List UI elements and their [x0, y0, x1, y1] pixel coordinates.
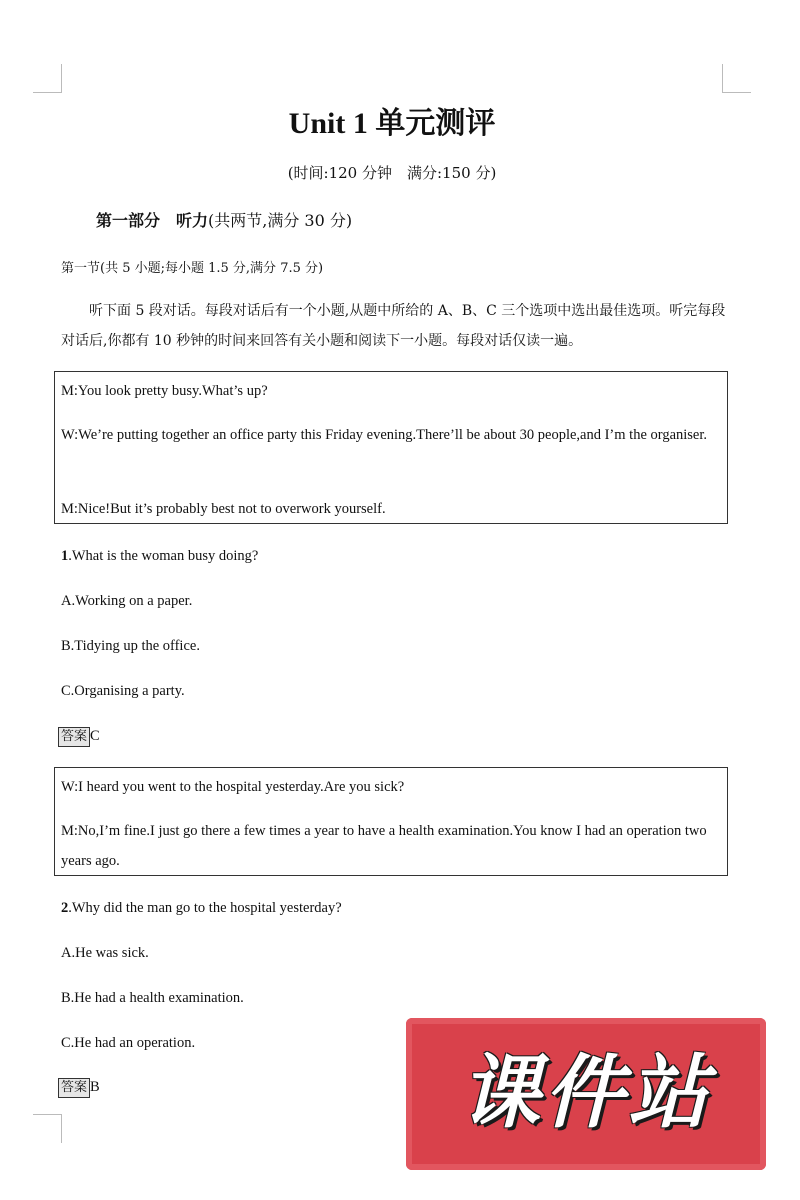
question-2: [61, 900, 342, 917]
page-title: Unit 1 单元测评: [288, 107, 496, 140]
dialogue-line: M:Nice!But it’s probably best not to overwork yourself.: [61, 501, 386, 517]
part-heading: [96, 208, 352, 231]
answer-value: B: [90, 1079, 100, 1095]
option-b: B.Tidying up the office.: [61, 638, 200, 654]
crop-mark-top-left: [33, 64, 62, 93]
answer-value: C: [90, 728, 100, 744]
question-text: .What is the woman busy doing?: [68, 548, 259, 564]
watermark-text: 课件站: [460, 1046, 712, 1139]
dialogue-line: M:No,I’m fine.I just go there a few times a year to have a health examination.You know I had an operation two years ago.: [61, 823, 707, 869]
option-c: C.He had an operation.: [61, 1035, 196, 1051]
question-text: .Why did the man go to the hospital yesterday?: [68, 900, 342, 916]
section-heading: 第一节(共 5 小题;每小题 1.5 分,满分 7.5 分): [61, 261, 324, 276]
question-number: 1: [61, 548, 69, 564]
dialogue-line: W:I heard you went to the hospital yesterday.Are you sick?: [61, 779, 405, 795]
dialogue-box-2: [54, 767, 728, 876]
question-1: [61, 548, 258, 565]
option-a: A.Working on a paper.: [61, 593, 193, 609]
answer-row-2: [58, 1078, 100, 1098]
option-b: B.He had a health examination.: [61, 990, 244, 1006]
watermark-stamp: [406, 1018, 766, 1170]
dialogue-line: W:We’re putting together an office party this Friday evening.There’ll be about 30 people,and I’m the organiser.: [61, 427, 708, 443]
answer-tag[interactable]: 答案: [58, 727, 90, 747]
option-a: A.He was sick.: [61, 945, 149, 961]
dialogue-box-1: [54, 371, 728, 524]
dialogue-line: M:You look pretty busy.What’s up?: [61, 383, 268, 399]
page-subtitle: (时间:120 分钟 满分:150 分): [287, 164, 497, 182]
part-name: 第一部分 听力: [96, 211, 209, 230]
question-number: 2: [61, 900, 69, 916]
part-detail: (共两节,满分 30 分): [208, 211, 353, 230]
crop-mark-top-right: [722, 64, 751, 93]
instructions: 听下面 5 段对话。每段对话后有一个小题,从题中所给的 A、B、C 三个选项中选出最佳选项。听完每段对话后,你都有 10 秒钟的时间来回答有关小题和阅读下一小题。每段对话仅读一遍。: [61, 303, 726, 349]
crop-mark-bottom-left: [33, 1114, 62, 1143]
answer-tag[interactable]: 答案: [58, 1078, 90, 1098]
option-c: C.Organising a party.: [61, 683, 185, 699]
answer-row-1: [58, 727, 100, 747]
